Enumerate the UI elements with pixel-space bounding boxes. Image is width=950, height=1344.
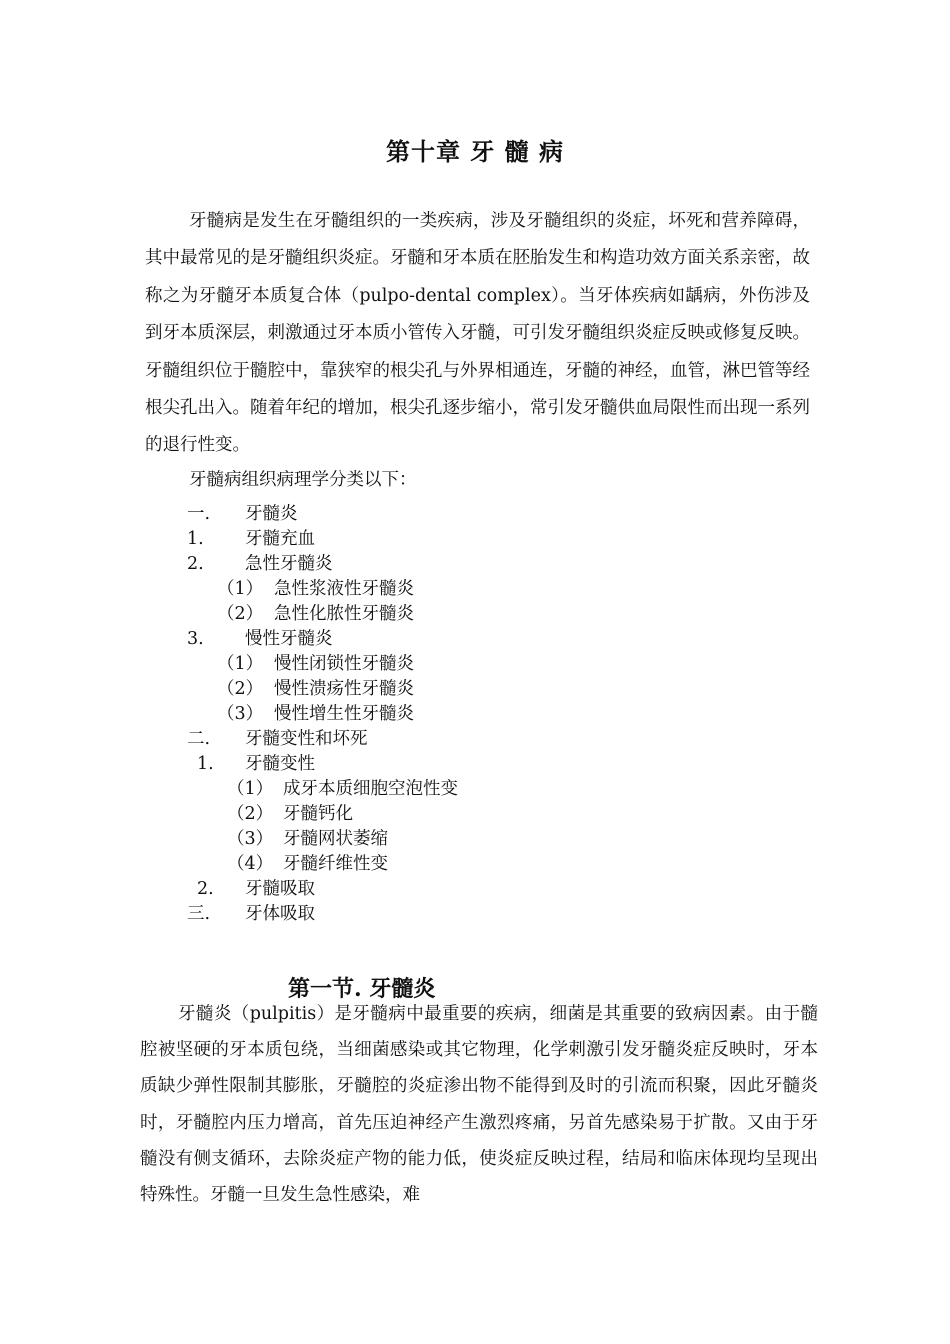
section-paragraph: 牙髓炎（pulpitis）是牙髓病中最重要的疾病，细菌是其重要的致病因素。由于髓腔被坚硬的牙本质包绕，当细菌感染或其它物理，化学刺激引发牙髓炎症反映时，牙本质缺少弹性限制其膨胀，牙髓腔的炎症渗出物不能得到及时的引流而积聚，因此牙髓炎时，牙髓腔内压力增高，首先压迫神经产生激烈疼痛，另首先感染易于扩散。又由于牙髓没有侧支循环，去除炎症产物的能力低，使炎症反映过程，结局和临床体现均呈现出特殊性。牙髓一旦发生急性感染，难 <box>140 1004 818 1206</box>
outline-text: 牙体吸取 <box>245 904 315 924</box>
outline-text: 慢性增生性牙髓炎 <box>274 704 414 724</box>
outline-text: 成牙本质细胞空泡性变 <box>283 779 458 799</box>
outline-number: 2. <box>187 554 204 574</box>
outline-number: （3） <box>217 704 264 724</box>
outline-text: 牙髓变性和坏死 <box>245 729 368 749</box>
outline-text: 慢性闭锁性牙髓炎 <box>274 654 414 674</box>
outline-text: 急性浆液性牙髓炎 <box>274 579 414 599</box>
outline-number: （3） <box>227 829 274 849</box>
outline-text: 慢性溃疡性牙髓炎 <box>274 679 414 699</box>
outline-number: 三. <box>187 904 211 924</box>
outline-text: 急性牙髓炎 <box>245 554 333 574</box>
outline-number: （1） <box>227 779 274 799</box>
outline-number: 3. <box>187 629 204 649</box>
outline-number: （2） <box>217 604 264 624</box>
outline-number: （4） <box>227 854 274 874</box>
outline-number: （2） <box>227 804 274 824</box>
outline-number: 1. <box>187 529 204 549</box>
outline-number: （1） <box>217 654 264 674</box>
section-title: 第一节. 牙髓炎 <box>288 976 436 1002</box>
outline-number: 二. <box>187 729 211 749</box>
outline-text: 牙髓钙化 <box>283 804 353 824</box>
outline-text: 牙髓网状萎缩 <box>283 829 388 849</box>
intro-paragraph: 牙髓病是发生在牙髓组织的一类疾病，涉及牙髓组织的炎症，坏死和营养障碍，其中最常见的是牙髓组织炎症。牙髓和牙本质在胚胎发生和构造功效方面关系亲密，故称之为牙髓牙本质复合体（pulpo-dental complex）。当牙体疾病如龋病，外伤涉及到牙本质深层，刺激通过牙本质小管传入牙髓，可引发牙髓组织炎症反映或修复反映。牙髓组织位于髓腔中，靠狭窄的根尖孔与外界相通连，牙髓的神经，血管，淋巴管等经根尖孔出入。随着年纪的增加，根尖孔逐步缩小，常引发牙髓供血局限性而出现一系列的退行性变。 <box>145 211 810 456</box>
outline-text: 牙髓变性 <box>245 754 315 774</box>
outline-text: 牙髓纤维性变 <box>283 854 388 874</box>
outline-text: 急性化脓性牙髓炎 <box>274 604 414 624</box>
chapter-title: 第十章 牙 髓 病 <box>385 137 565 166</box>
outline-number: （2） <box>217 679 264 699</box>
outline-number: 2. <box>197 879 214 899</box>
outline-text: 牙髓充血 <box>245 529 315 549</box>
outline-text: 牙髓炎 <box>245 504 298 524</box>
outline-text: 慢性牙髓炎 <box>245 629 333 649</box>
classification-intro: 牙髓病组织病理学分类以下： <box>189 470 417 490</box>
outline-number: （1） <box>217 579 264 599</box>
outline-text: 牙髓吸取 <box>245 879 315 899</box>
outline-number: 1. <box>197 754 214 774</box>
outline-number: 一. <box>187 504 211 524</box>
